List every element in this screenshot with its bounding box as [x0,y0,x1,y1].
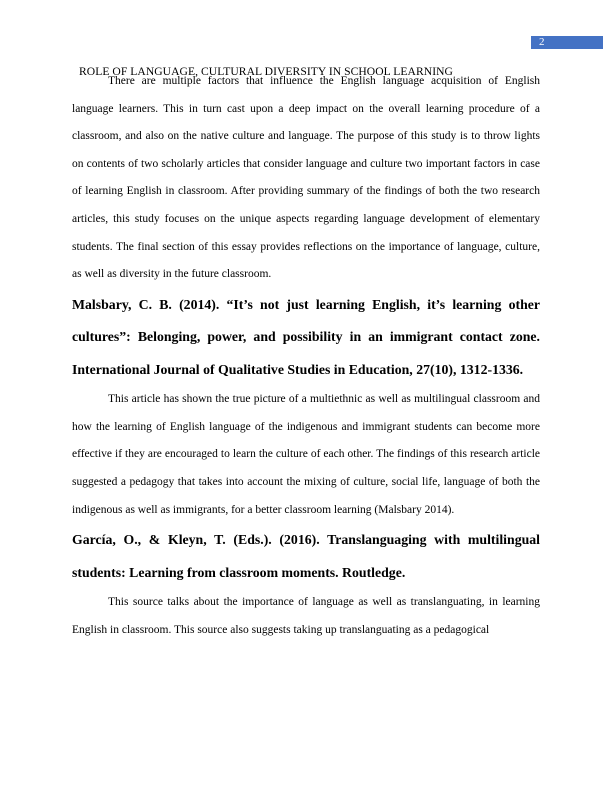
page-number-badge [531,36,603,49]
page-number: 2 [539,36,545,48]
reference-heading-garcia-kleyn: García, O., & Kleyn, T. (Eds.). (2016). Translanguaging with multilingual students: Learning from classroom moments. Routledge. [72,532,540,580]
reference-heading-malsbary: Malsbary, C. B. (2014). “It’s not just learning English, it’s learning other cultures”: Belonging, power, and possibility in an immigrant contact zone. International Journal of Qualitative Studies in Education, 27(10), 1312-1336. [72,296,540,377]
summary-paragraph-garcia-kleyn: This source talks about the importance of language as well as translanguating, in learning English in classroom. This source also suggests taking up translanguating as a pedagogical [72,596,540,636]
running-head: ROLE OF LANGUAGE, CULTURAL DIVERSITY IN SCHOOL LEARNING [79,65,453,78]
document-body [72,68,540,644]
summary-paragraph-malsbary: This article has shown the true picture of a multiethnic as well as multilingual classroom and how the learning of English language of the indigenous and immigrant students can become more effective if they are encouraged to learn the culture of each other. The findings of this research article suggested a pedagogy that takes into account the mixing of culture, social life, language of both the indigenous as well as immigrants, for a better classroom learning (Malsbary 2014). [72,393,540,516]
intro-paragraph: There are multiple factors that influence the English language acquisition of English language learners. This in turn cast upon a deep impact on the overall learning procedure of a classroom, and also on the native culture and language. The purpose of this study is to throw lights on contents of two scholarly articles that consider language and culture two important factors in case of learning English in classroom. After providing summary of the findings of both the two research articles, this study focuses on the unique aspects regarding language development of elementary students. The final section of this essay provides reflections on the importance of language, culture, as well as diversity in the future classroom. [72,75,540,281]
